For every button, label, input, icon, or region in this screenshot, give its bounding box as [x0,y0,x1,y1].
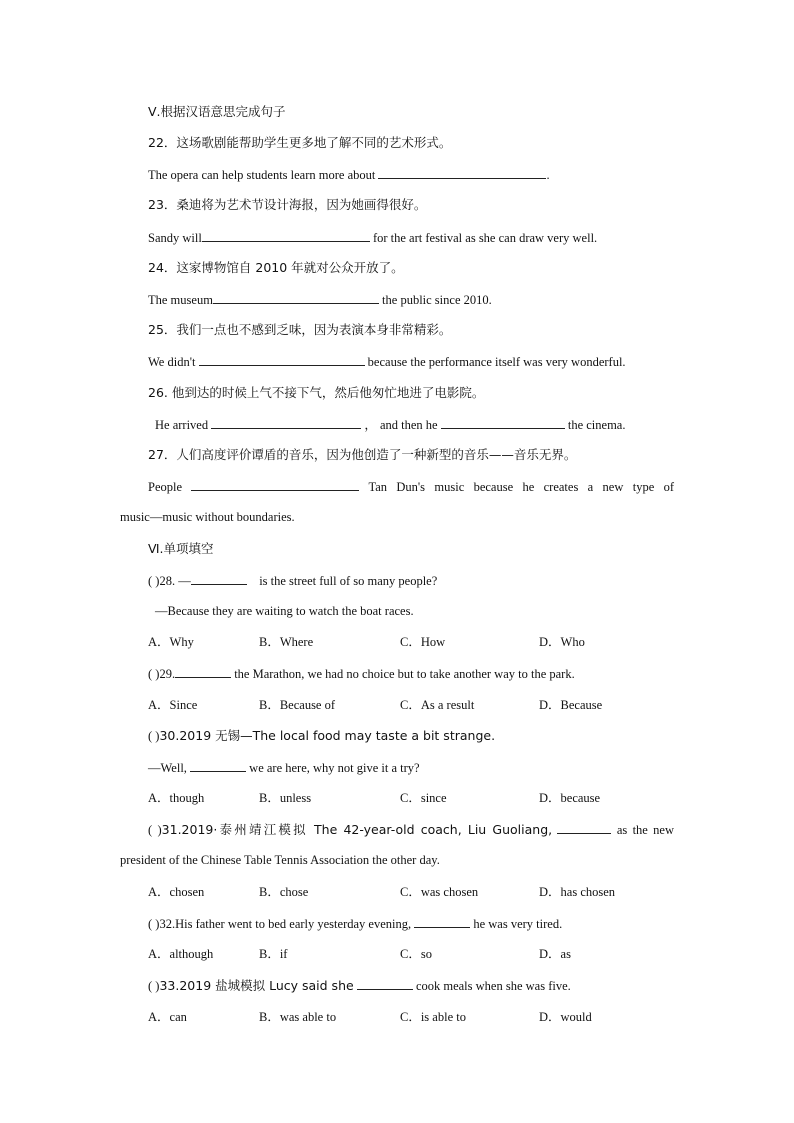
answer-blank-29[interactable] [175,665,231,678]
option-33-d[interactable]: D．would [539,1010,592,1024]
question-27-chinese: 27．人们高度评价谭盾的音乐，因为他创造了一种新型的音乐——音乐无界。 [148,447,577,462]
option-33-c[interactable]: C．is able to [400,1010,466,1024]
answer-blank-28[interactable] [191,572,247,585]
answer-blank-26a[interactable] [211,416,361,429]
option-31-d[interactable]: D．has chosen [539,885,616,899]
question-27-text-b: Tan Dun's music because he creates a new type of [368,480,674,494]
section-heading-5: Ⅴ.根据汉语意思完成句子 [148,104,286,119]
question-28-text-b: is the street full of so many people? [259,574,438,588]
answer-paren-28[interactable]: ( ) [148,574,160,588]
question-26-text-a: He arrived [155,418,209,432]
question-30-stem-2 [148,759,420,776]
answer-blank-25[interactable] [199,353,365,366]
question-32-text-a: 32.His father went to bed early yesterday evening, [159,917,412,931]
question-22-chinese: 22．这场歌剧能帮助学生更多地了解不同的艺术形式。 [148,135,452,150]
question-30-stem [148,728,495,744]
question-24-text-b: the public since 2010. [382,293,492,307]
question-31-text-a: 31.2019·泰州靖江模拟 The 42-year-old coach, Liu Guoliang, [161,822,553,837]
answer-paren-30[interactable]: ( ) [148,729,160,743]
option-30-c[interactable]: C．since [400,791,447,805]
question-33-text-b: cook meals when she was five. [415,979,571,993]
option-28-b[interactable]: B．Where [259,635,314,649]
option-29-b[interactable]: B．Because of [259,698,336,712]
option-28-a[interactable]: A．Why [148,635,194,649]
option-33-b[interactable]: B．was able to [259,1010,337,1024]
question-30-text-2a: —Well, [148,761,187,775]
question-29-stem [148,665,575,682]
question-25-english [148,353,626,370]
answer-blank-23[interactable] [202,229,370,242]
question-30-text-2b: we are here, why not give it a try? [249,761,420,775]
option-33-a[interactable]: A．can [148,1010,187,1024]
option-32-c[interactable]: C．so [400,947,432,961]
option-30-d[interactable]: D．because [539,791,601,805]
answer-blank-33[interactable] [357,977,413,990]
answer-blank-30[interactable] [190,759,246,772]
question-30-text-a: 30.2019 无锡—The local food may taste a bit strange. [159,728,496,743]
question-27-english-cont: music—music without boundaries. [120,510,295,524]
answer-paren-31[interactable]: ( ) [148,823,162,837]
question-27-english [148,478,674,495]
question-28-text-a: 28. — [159,574,191,588]
question-33-text-a: 33.2019 盐城模拟 Lucy said she [159,978,354,993]
question-26-text-mid: ， and then he [364,418,438,432]
question-26-text-b: the cinema. [567,418,626,432]
question-25-text-a: We didn't [148,355,196,369]
answer-blank-31[interactable] [557,821,611,834]
section-heading-6: Ⅵ.单项填空 [148,541,214,556]
answer-blank-27[interactable] [191,478,359,491]
question-33-stem [148,977,571,994]
question-25-text-b: because the performance itself was very wonderful. [367,355,626,369]
question-28-stem-2: —Because they are waiting to watch the boat races. [155,604,414,618]
option-29-d[interactable]: D．Because [539,698,603,712]
question-29-text-a: 29. [159,667,176,681]
answer-paren-32[interactable]: ( ) [148,917,160,931]
question-26-english [155,416,625,433]
question-22-text-a: The opera can help students learn more about [148,168,376,182]
option-32-d[interactable]: D．as [539,947,571,961]
question-28-stem [148,572,437,589]
question-22-english [148,166,550,183]
question-23-chinese: 23．桑迪将为艺术节设计海报，因为她画得很好。 [148,197,427,212]
answer-blank-24[interactable] [213,291,379,304]
question-31-text-b: as the new [616,823,675,837]
question-26-chinese: 26. 他到达的时候上气不接下气，然后他匆忙地进了电影院。 [148,385,485,400]
option-29-c[interactable]: C．As a result [400,698,475,712]
option-28-c[interactable]: C．How [400,635,446,649]
question-31-stem [148,821,674,838]
question-24-english [148,291,492,308]
answer-blank-22[interactable] [378,166,546,179]
option-30-a[interactable]: A．though [148,791,205,805]
question-31-stem-2: president of the Chinese Table Tennis Association the other day. [120,853,440,867]
option-31-c[interactable]: C．was chosen [400,885,479,899]
option-31-b[interactable]: B．chose [259,885,309,899]
question-32-text-b: he was very tired. [473,917,563,931]
question-32-stem [148,915,562,932]
question-25-chinese: 25．我们一点也不感到乏味，因为表演本身非常精彩。 [148,322,452,337]
option-31-a[interactable]: A．chosen [148,885,205,899]
question-23-text-b: for the art festival as she can draw very well. [372,231,598,245]
option-29-a[interactable]: A．Since [148,698,198,712]
option-32-a[interactable]: A．although [148,947,214,961]
answer-blank-32[interactable] [414,915,470,928]
question-23-english [148,229,597,246]
question-23-text-a: Sandy will [148,231,202,245]
option-28-d[interactable]: D．Who [539,635,585,649]
question-29-text-b: the Marathon, we had no choice but to take another way to the park. [234,667,575,681]
answer-blank-26b[interactable] [441,416,565,429]
question-24-chinese: 24．这家博物馆自 2010 年就对公众开放了。 [148,260,404,275]
answer-paren-29[interactable]: ( ) [148,667,160,681]
question-22-text-b: . [546,168,550,182]
option-32-b[interactable]: B．if [259,947,288,961]
question-24-text-a: The museum [148,293,213,307]
answer-paren-33[interactable]: ( ) [148,979,160,993]
option-30-b[interactable]: B．unless [259,791,312,805]
question-27-text-a: People [148,480,183,494]
